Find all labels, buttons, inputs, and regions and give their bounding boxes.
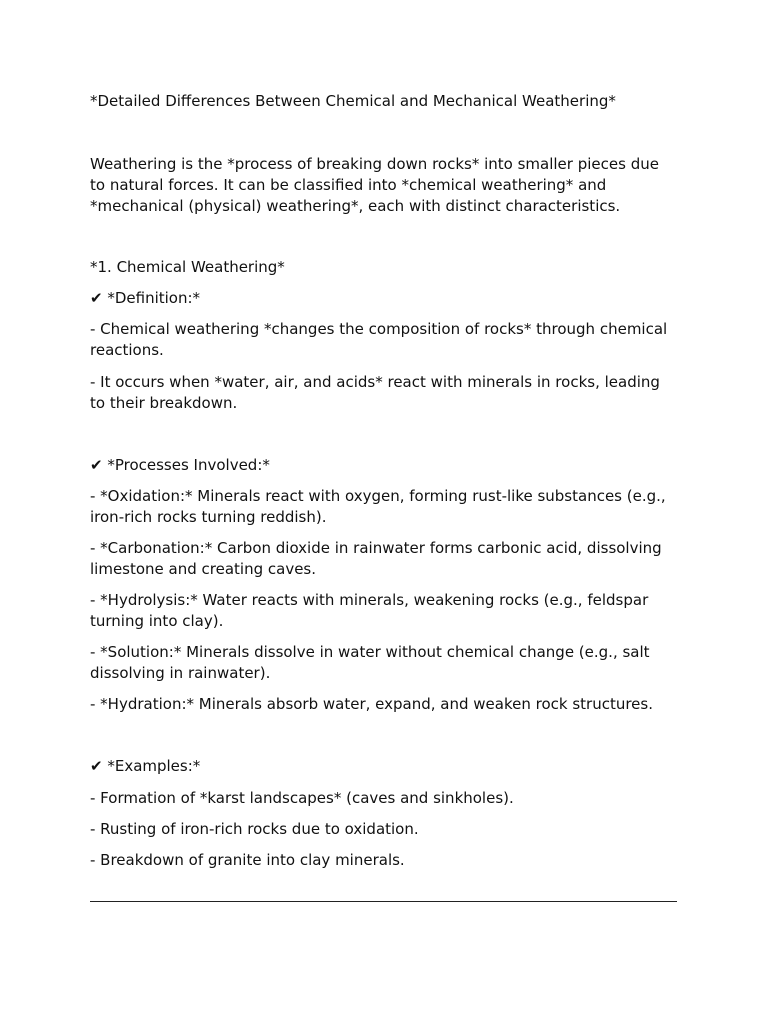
- section-heading-chemical-weathering: *1. Chemical Weathering*: [90, 258, 285, 276]
- definition-heading: ✔ *Definition:*: [90, 289, 201, 307]
- horizontal-rule: [90, 901, 677, 902]
- definition-item: - It occurs when *water, air, and acids* react with minerals in rocks, leading to their breakdown.: [90, 373, 660, 412]
- examples-heading: ✔ *Examples:*: [90, 757, 201, 775]
- intro-paragraph: Weathering is the *process of breaking down rocks* into smaller pieces due to natural forces. It can be classified into *chemical weathering* and *mechanical (physical) weathering*, each with distinct characteristics.: [90, 155, 659, 215]
- example-item: - Formation of *karst landscapes* (caves and sinkholes).: [90, 789, 514, 807]
- process-item-hydration: - *Hydration:* Minerals absorb water, expand, and weaken rock structures.: [90, 695, 653, 713]
- processes-heading: ✔ *Processes Involved:*: [90, 456, 270, 474]
- process-item-solution: - *Solution:* Minerals dissolve in water without chemical change (e.g., salt dissolving in rainwater).: [90, 643, 650, 682]
- process-item-oxidation: - *Oxidation:* Minerals react with oxygen, forming rust-like substances (e.g., iron-rich rocks turning reddish).: [90, 487, 666, 526]
- document-title: *Detailed Differences Between Chemical and Mechanical Weathering*: [90, 92, 616, 110]
- example-item: - Breakdown of granite into clay minerals.: [90, 851, 405, 869]
- process-item-carbonation: - *Carbonation:* Carbon dioxide in rainwater forms carbonic acid, dissolving limestone and creating caves.: [90, 539, 662, 578]
- definition-item: - Chemical weathering *changes the composition of rocks* through chemical reactions.: [90, 320, 668, 359]
- example-item: - Rusting of iron-rich rocks due to oxidation.: [90, 820, 419, 838]
- process-item-hydrolysis: - *Hydrolysis:* Water reacts with minerals, weakening rocks (e.g., feldspar turning into clay).: [90, 591, 649, 630]
